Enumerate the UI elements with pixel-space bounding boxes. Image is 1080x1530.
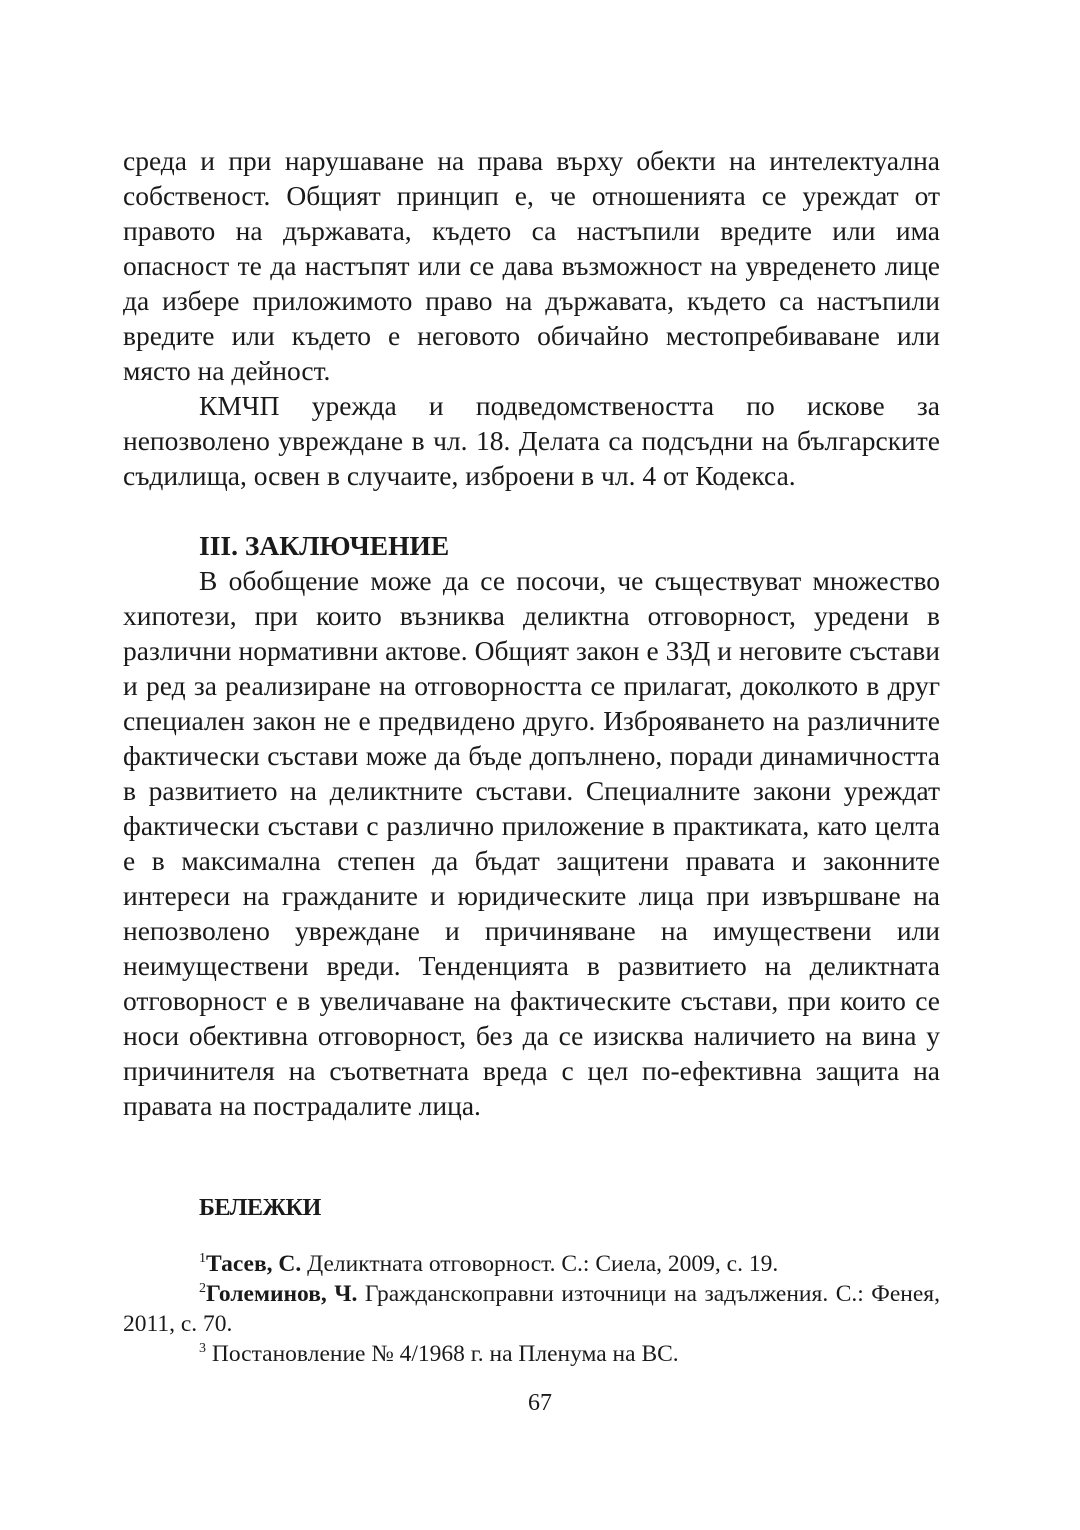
spacer (123, 1223, 940, 1249)
body-paragraph: В обобщение може да се посочи, че съществуват множество хипотези, при които възниква деликтна отговорност, уредени в различни нормативни актове. Общият закон е ЗЗД и неговите състави и ред за реализиране на отговорността се прилагат, доколкото в друг специален закон не е предвидено друго. Изброяването на различните фактически състави може да бъде допълнено, поради динамичността в развитието на деликтните състави. Специалните закони уреждат фактически състави с различно приложение в практиката, като целта е в максимална степен да бъдат защитени правата и законните интереси на гражданите и юридическите лица при извършване на непозволено увреждане и причиняване на имуществени или неимуществени вреди. Тенденцията в развитието на деликтната отговорност е в увеличаване на фактическите състави, при които се носи обективна отговорност, без да се изисква наличието на вина у причинителя на съответната вреда с цел по-ефективна защита на правата на пострадалите лица. (123, 565, 940, 1121)
footnote-text: Деликтната отговорност. С.: Сиела, 2009, с. 19. (301, 1251, 779, 1277)
footnote (123, 1279, 940, 1339)
notes-heading: БЕЛЕЖКИ (199, 1195, 321, 1221)
footnote-author: Големинов, Ч. (206, 1281, 358, 1307)
footnote (123, 1339, 940, 1369)
footnote-number: 3 (199, 1341, 206, 1356)
body-paragraph: КМЧП урежда и подведомствеността по искове за непозволено увреждане в чл. 18. Делата са подсъдни на българските съдилища, освен в случаите, изброени в чл. 4 от Кодекса. (123, 390, 940, 491)
footnote-author: Тасев, С. (206, 1251, 302, 1277)
page-number: 67 (528, 1390, 552, 1416)
spacer (123, 493, 940, 528)
footnote-text: Гражданскоправни източници на задължения. С.: Фенея, 2011, с. 70. (123, 1281, 940, 1337)
spacer (123, 1123, 940, 1193)
section-heading: III. ЗАКЛЮЧЕНИЕ (199, 530, 450, 561)
footnote-text: Постановление № 4/1968 г. на Пленума на ВС. (206, 1341, 679, 1367)
page-content (123, 143, 940, 1369)
footnote-number: 2 (199, 1281, 206, 1296)
footnote-number: 1 (199, 1251, 206, 1266)
body-paragraph: среда и при нарушаване на права върху обекти на интелектуална собственост. Общият принцип е, че отношенията се уреждат от правото на държавата, където са настъпили вредите или има опасност те да настъпят или се дава възможност на увреденето лице да избере приложимото право на държавата, където са настъпили вредите или където е неговото обичайно местопребиваване или място на дейност. (123, 145, 940, 386)
footnote (123, 1249, 940, 1279)
